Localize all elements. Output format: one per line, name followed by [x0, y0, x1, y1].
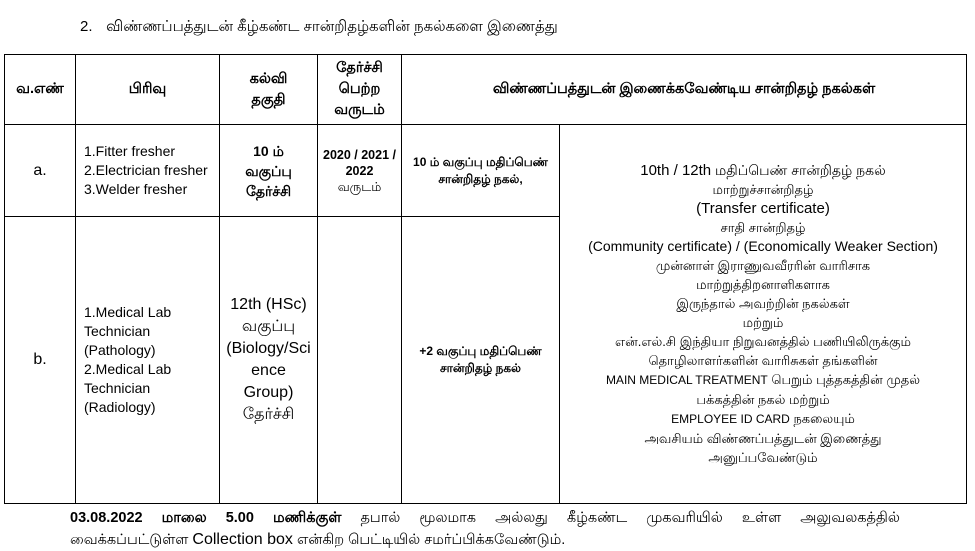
doc-line: +2 வகுப்பு மதிப்பெண்	[419, 344, 542, 358]
trade-item: (Pathology)	[84, 342, 156, 358]
row-b-index: b.	[5, 217, 76, 504]
doc-line: சாதி சான்றிதழ்	[720, 220, 806, 235]
doc-line: அவசியம் விண்ணப்பத்துடன் இணைத்து	[644, 431, 882, 446]
footer-word: தபால்	[360, 510, 401, 526]
doc-marksheet: மதிப்பெண் சான்றிதழ் நகல்	[711, 162, 886, 178]
footer-word: மாலை	[161, 510, 207, 526]
edu-line: 10 ம்	[253, 142, 284, 159]
row-a-index: a.	[5, 125, 76, 217]
edu-line: (Biology/Sci	[226, 340, 311, 357]
header-education-line2: தகுதி	[251, 91, 286, 108]
doc-line: முன்னாள் இராணுவவீரரின் வாரிசாக	[655, 258, 871, 273]
doc-line: பக்கத்தின் நகல் மற்றும்	[696, 392, 830, 407]
doc-transfer-certificate: (Transfer certificate)	[696, 200, 830, 217]
footer-text: என்கிற பெட்டியில் சமர்ப்பிக்கவேண்டும்.	[292, 532, 566, 548]
doc-line: இருந்தால் அவற்றின் நகல்கள்	[676, 296, 850, 311]
trade-item: 1.Medical Lab	[84, 304, 172, 320]
doc-line: நகலையும்	[789, 411, 855, 426]
edu-line: வகுப்பு	[245, 162, 292, 179]
footer-line-1	[70, 508, 900, 529]
header-education-line1: கல்வி	[249, 70, 288, 87]
doc-line: தொழிலாளர்களின் வாரிசுகள் தங்களின்	[648, 353, 878, 368]
doc-main-medical-treatment: MAIN MEDICAL TREATMENT	[605, 373, 768, 387]
row-b-trades	[76, 217, 220, 504]
row-a-documents	[402, 125, 560, 217]
doc-employee-id-card: EMPLOYEE ID CARD	[671, 412, 790, 426]
trade-item: 2.Medical Lab	[84, 361, 172, 377]
doc-line: என்.எல்.சி இந்தியா நிறுவனத்தில் பணியிலிருக்கும்	[615, 334, 911, 349]
header-year-line2: பெற்ற	[338, 81, 381, 97]
row-b-year-empty	[318, 217, 402, 504]
common-documents	[560, 125, 967, 504]
footer-word: முகவரியில்	[646, 510, 723, 526]
doc-line: சான்றிதழ் நகல்	[439, 361, 522, 375]
edu-line: வகுப்பு	[241, 318, 296, 335]
header-year	[318, 55, 402, 125]
trade-item: 1.Fitter fresher	[84, 143, 176, 159]
pass-year: 2020 / 2021 / 2022	[323, 147, 396, 178]
trade-item: 3.Welder fresher	[84, 181, 188, 197]
heading-text: விண்ணப்பத்துடன் கீழ்கண்ட சான்றிதழ்களின் நகல்களை இணைத்து	[106, 18, 558, 35]
header-section: பிரிவு	[76, 55, 220, 125]
header-index: வ.எண்	[5, 55, 76, 125]
row-a-year	[318, 125, 402, 217]
submission-instructions	[70, 508, 900, 551]
doc-line: மாற்றுச்சான்றிதழ்	[712, 182, 814, 197]
footer-word: கீழ்கண்ட	[566, 510, 628, 526]
doc-10th: 10th	[640, 162, 670, 179]
edu-line: தேர்ச்சி	[242, 406, 295, 423]
deadline-time: 5.00	[225, 510, 254, 526]
collection-box: Collection box	[192, 531, 293, 548]
doc-line: பெறும் புத்தகத்தின் முதல்	[767, 372, 921, 387]
doc-line: மாற்றுத்திறனாளிகளாக	[696, 277, 830, 292]
footer-word: அல்லது	[495, 510, 548, 526]
doc-line: சான்றிதழ் நகல்,	[438, 171, 523, 186]
row-b-documents	[402, 217, 560, 504]
header-education	[220, 55, 318, 125]
row-b-education	[220, 217, 318, 504]
table-header-row	[5, 55, 967, 125]
header-year-line1: தேர்ச்சி	[336, 60, 383, 76]
section-heading	[80, 18, 558, 37]
trade-item: Technician	[84, 380, 151, 396]
header-year-line3: வருடம்	[334, 102, 385, 118]
edu-line: தேர்ச்சி	[245, 182, 292, 199]
footer-word: மணிக்குள்	[273, 510, 342, 526]
trade-item: 2.Electrician fresher	[84, 162, 208, 178]
edu-line: Group)	[243, 384, 294, 401]
deadline-date: 03.08.2022	[70, 510, 143, 526]
footer-text: வைக்கப்பட்டுள்ள	[70, 532, 193, 548]
certificates-table	[4, 54, 967, 504]
header-documents: விண்ணப்பத்துடன் இணைக்கவேண்டிய சான்றிதழ் நகல்கள்	[402, 55, 967, 125]
doc-12th: / 12th	[669, 162, 712, 179]
footer-word: உள்ள	[741, 510, 782, 526]
trade-item: Technician	[84, 323, 151, 339]
footer-word: மூலமாக	[419, 510, 477, 526]
heading-number: 2.	[80, 18, 93, 35]
edu-line: 12th (HSc)	[230, 296, 307, 313]
trade-item: (Radiology)	[84, 399, 156, 415]
doc-line: மற்றும்	[742, 315, 784, 330]
table-row	[5, 125, 967, 217]
doc-line: அனுப்பவேண்டும்	[708, 450, 818, 465]
row-a-education	[220, 125, 318, 217]
doc-community-certificate: (Community certificate) / (Economically Weaker Section)	[588, 238, 938, 254]
pass-year-suffix: வருடம்	[337, 179, 382, 194]
footer-word: அலுவலகத்தில்	[800, 510, 900, 526]
row-a-trades	[76, 125, 220, 217]
edu-line: ence	[251, 362, 286, 379]
doc-line: 10 ம் வகுப்பு மதிப்பெண்	[413, 154, 548, 169]
